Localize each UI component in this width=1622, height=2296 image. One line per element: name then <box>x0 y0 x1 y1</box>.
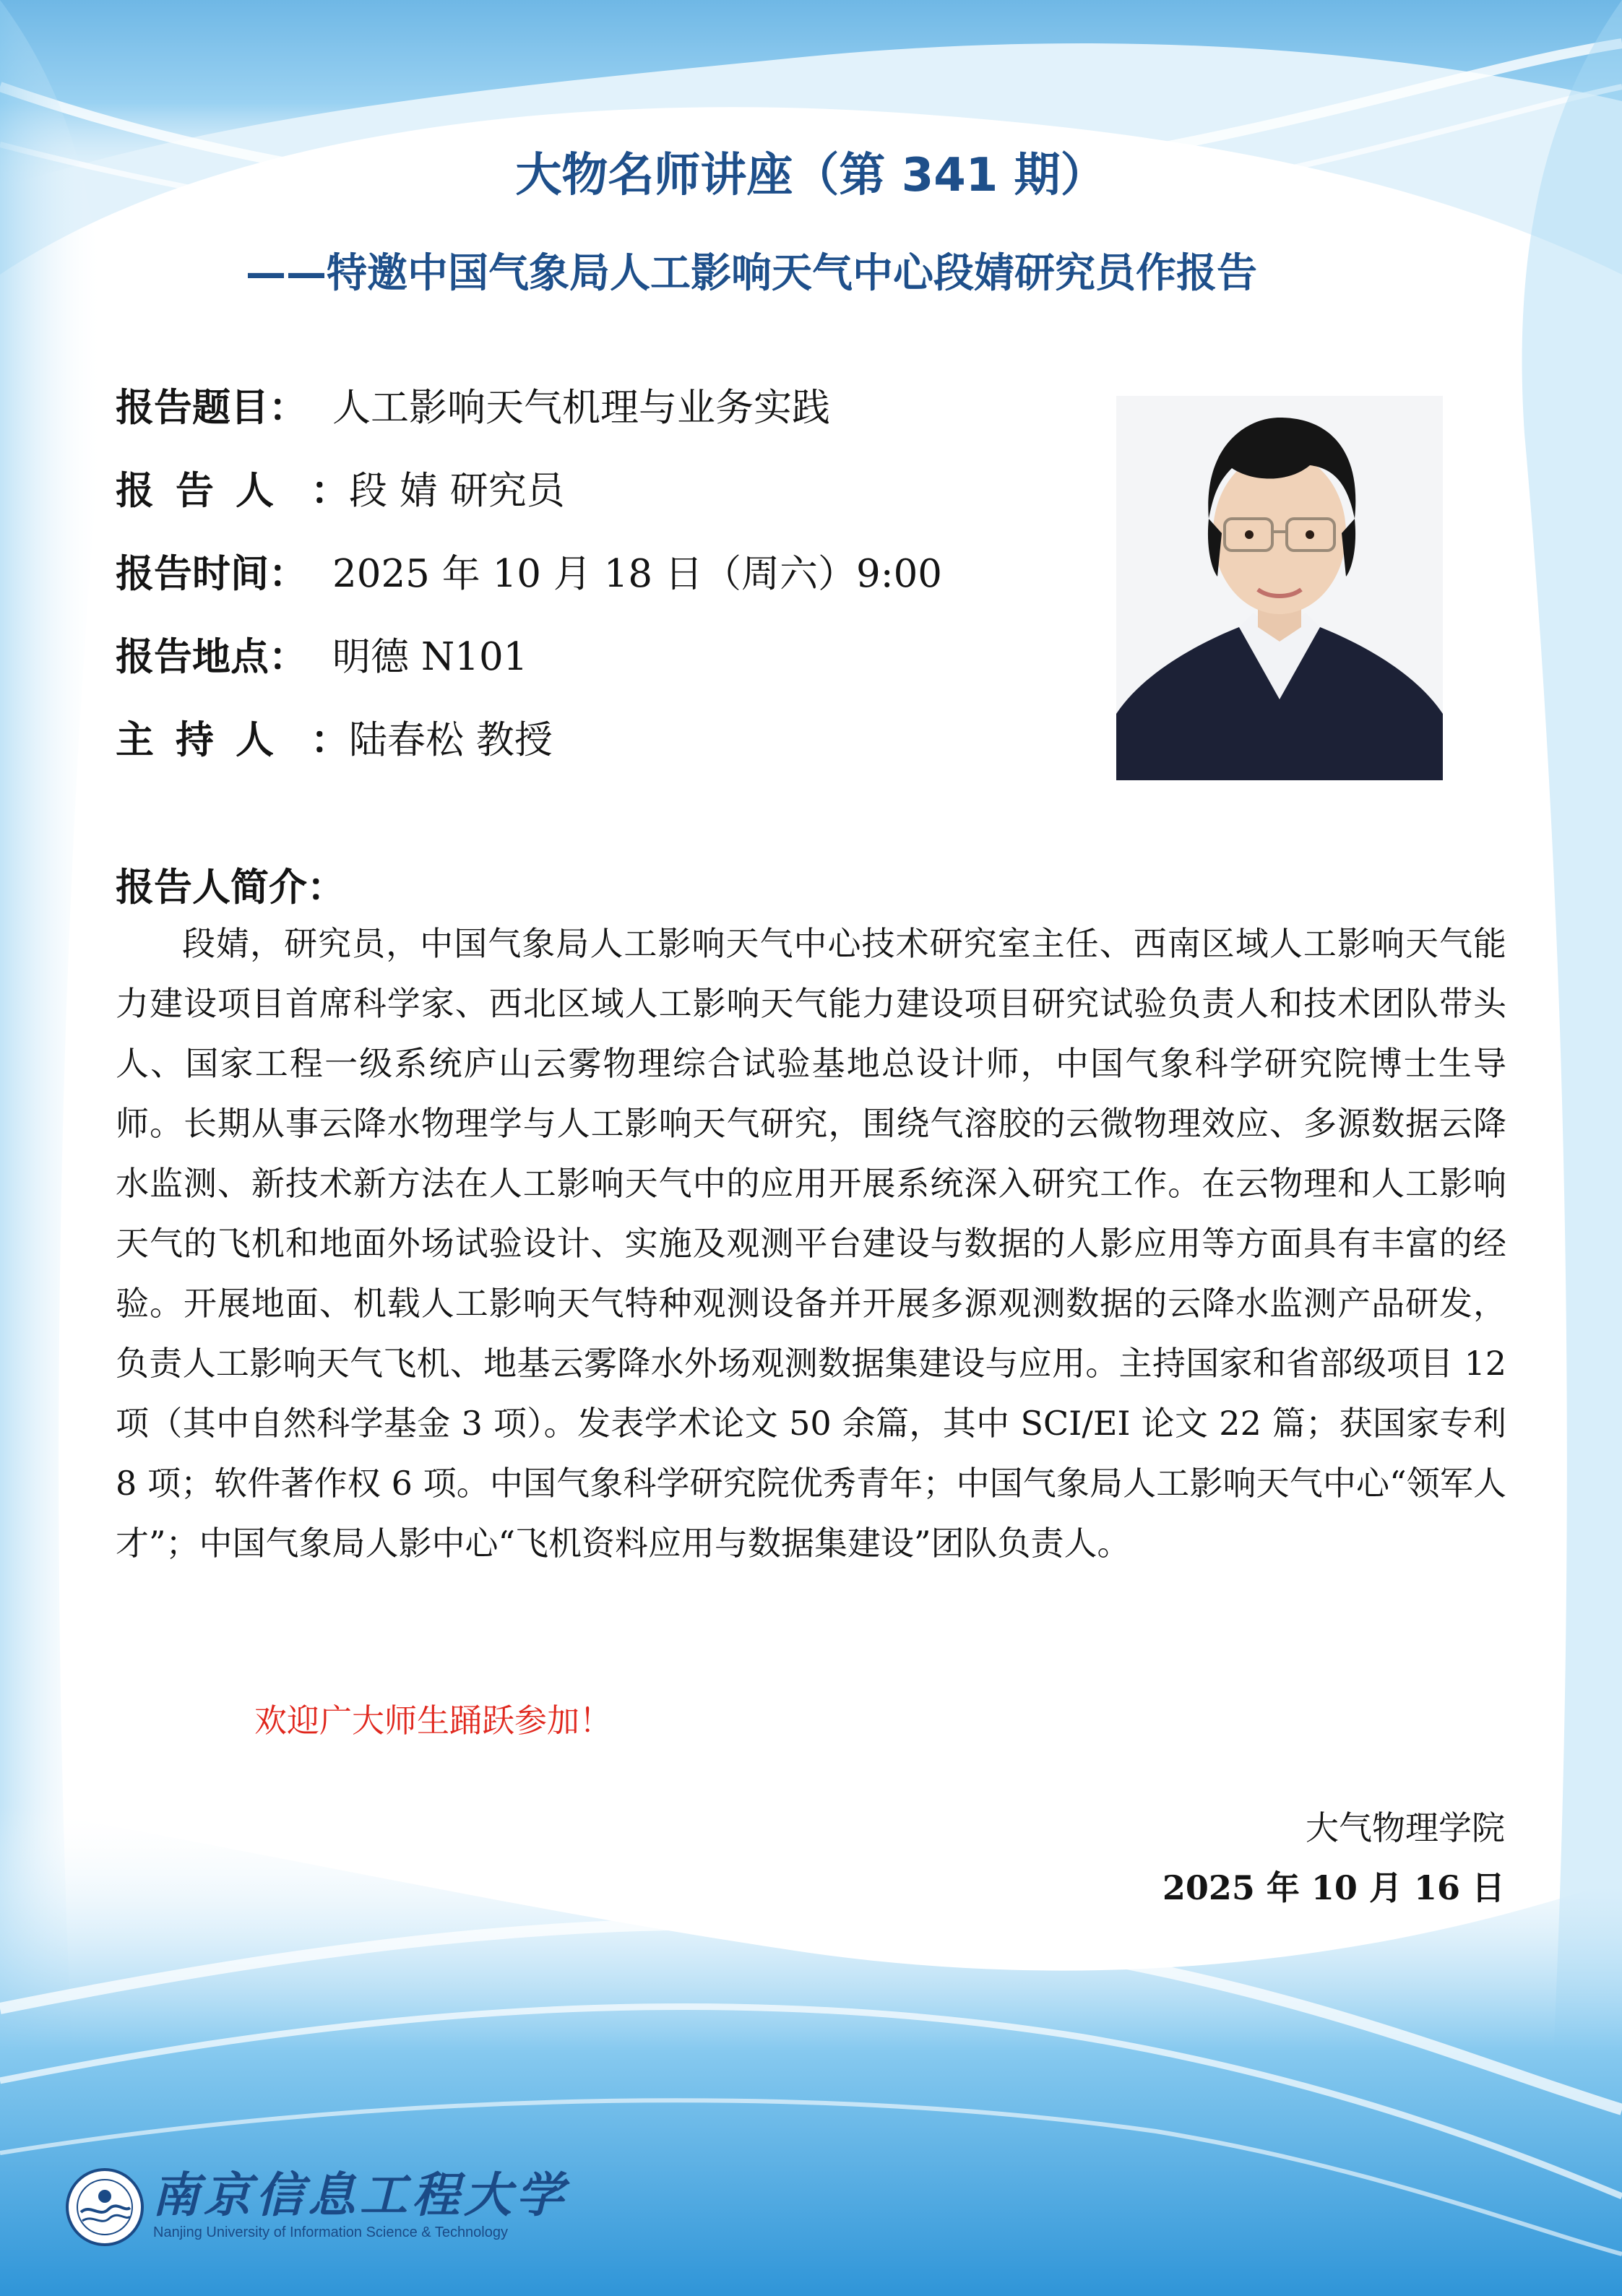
signature-date: 2025 年 10 月 16 日 <box>1162 1868 1505 1907</box>
info-value: 明德 N101 <box>332 635 528 679</box>
speaker-photo <box>1116 396 1443 780</box>
info-row-location <box>116 631 1055 714</box>
university-logo <box>65 2160 568 2254</box>
info-label: 报告地点： <box>116 634 307 679</box>
info-label: 报告人 <box>116 468 296 513</box>
info-row-topic <box>116 381 1055 465</box>
university-name-en: Nanjing University of Information Science & Technology <box>153 2224 508 2240</box>
info-label: 报告时间： <box>116 551 307 596</box>
university-name-cn: 南京信息工程大学 <box>152 2167 568 2223</box>
info-value: 人工影响天气机理与业务实践 <box>332 386 830 430</box>
info-colon: ： <box>311 717 349 762</box>
intro-body: 段婧，研究员，中国气象局人工影响天气中心技术研究室主任、西南区域人工影响天气能力建设项目首席科学家、西北区域人工影响天气能力建设项目研究试验负责人和技术团队带头人、国家工程一级系统庐山云雾物理综合试验基地总设计师，中国气象科学研究院博士生导师。长期从事云降水物理学与人工影响天气研究，围绕气溶胶的云微物理效应、多源数据云降水监测、新技术新方法在人工影响天气中的应用开展系统深入研究工作。在云物理和人工影响天气的飞机和地面外场试验设计、实施及观测平台建设与数据的人影应用等方面具有丰富的经验。开展地面、机载人工影响天气特种观测设备并开展多源观测数据的云降水监测产品研发，负责人工影响天气飞机、地基云雾降水外场观测数据集建设与应用。主持国家和省部级项目 12 项（其中自然科学基金 3 项）。发表学术论文 50 余篇，其中 SCI/EI 论文 22 篇；获国家专利 8 项；软件著作权 6 项。中国气象科学研究院优秀青年；中国气象局人工影响天气中心“领军人才”；中国气象局人影中心“飞机资料应用与数据集建设”团队负责人。 <box>116 924 1506 1563</box>
info-row-time <box>116 548 1055 631</box>
signature-org: 大气物理学院 <box>1306 1808 1505 1847</box>
intro-heading: 报告人简介： <box>116 865 345 910</box>
info-row-host <box>116 714 1055 797</box>
info-value: 段 婧 研究员 <box>349 469 565 513</box>
info-value: 2025 年 10 月 18 日（周六）9:00 <box>332 552 943 596</box>
info-colon: ： <box>311 468 349 513</box>
welcome-text: 欢迎广大师生踊跃参加！ <box>254 1701 613 1740</box>
info-label: 主持人 <box>116 717 296 762</box>
lecture-subtitle: ——特邀中国气象局人工影响天气中心段婧研究员作报告 <box>246 250 1257 297</box>
university-emblem-icon <box>65 2167 144 2247</box>
info-value: 陆春松 教授 <box>349 718 553 762</box>
info-label: 报告题目： <box>116 385 307 430</box>
info-row-speaker <box>116 465 1055 548</box>
lecture-info <box>116 381 1055 797</box>
lecture-title: 大物名师讲座（第 341 期） <box>515 149 1107 202</box>
speaker-portrait-icon <box>1116 396 1443 780</box>
